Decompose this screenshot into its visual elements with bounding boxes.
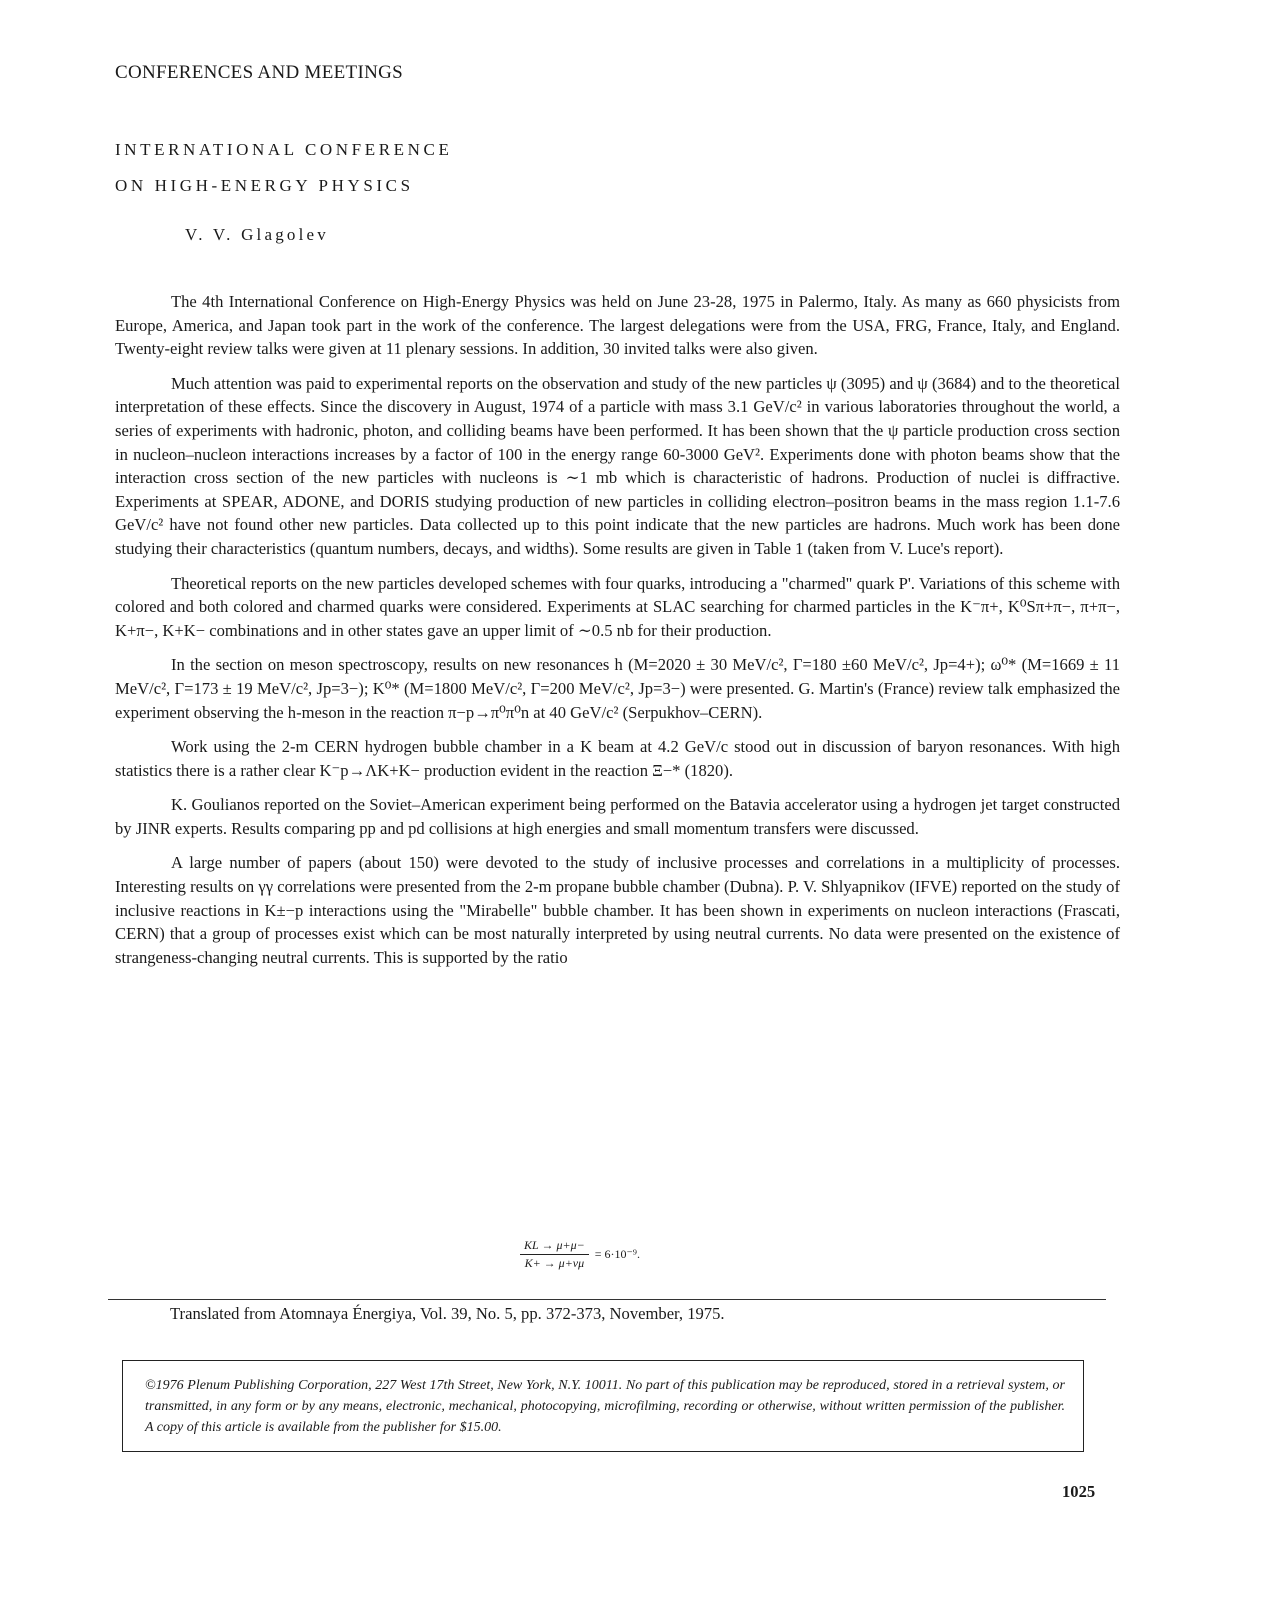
paragraph-1: The 4th International Conference on High-Energy Physics was held on June 23-28, 1975 in Palermo, Italy. As many as 660 physicists from Europe, America, and Japan took part in the work of the conference. The largest delegations were from the USA, FRG, France, Italy, and England. Twenty-eight review talks were given at 11 plenary sessions. In addition, 30 invited talks were also given. — [115, 292, 1120, 359]
article-author: V. V. Glagolev — [185, 225, 329, 244]
article-title-line-1: INTERNATIONAL CONFERENCE — [115, 140, 453, 159]
paragraph-6: K. Goulianos reported on the Soviet–American experiment being performed on the Batavia accelerator using a hydrogen jet target constructed by JINR experts. Results comparing pp and pd collisions at high energies and small momentum transfers were discussed. — [115, 795, 1120, 838]
paragraph-3: Theoretical reports on the new particles developed schemes with four quarks, introducing a "charmed" quark P'. Variations of this scheme with colored and both colored and charmed quarks were considered. Experiments at SLAC searching for charmed particles in the K⁻π+, K⁰Sπ+π−, π+π−, K+π−, K+K− combinations and in other states gave an upper limit of ∼0.5 nb for their production. — [115, 573, 1120, 640]
equation-result: = 6·10⁻⁹. — [594, 1247, 640, 1261]
copyright-box — [122, 1360, 1084, 1452]
section-heading: CONFERENCES AND MEETINGS — [115, 62, 403, 83]
footnote-divider — [108, 1299, 1106, 1300]
paragraph-2: Much attention was paid to experimental reports on the observation and study of the new particles ψ (3095) and ψ (3684) and to the theoretical interpretation of these effects. Since the discovery in August, 1974 of a particle with mass 3.1 GeV/c² in various laboratories throughout the world, a series of experiments with hadronic, photon, and colliding beams have been performed. It has been shown that the ψ particle production cross section in nucleon–nucleon interactions increases by a factor of 100 in the energy range 60-3000 GeV². Experiments done with photon beams show that the interaction cross section of the new particles with nucleons is ∼1 mb which is characteristic of hadrons. Production of nuclei is diffractive. Experiments at SPEAR, ADONE, and DORIS studying production of new particles in colliding electron–positron beams in the mass region 1.1-7.6 GeV/c² have not found other new particles. Data collected up to this point indicate that the new particles are hadrons. Much work has been done studying their characteristics (quantum numbers, decays, and widths). Some results are given in Table 1 (taken from V. Luce's report). — [115, 373, 1120, 558]
paragraph-4: In the section on meson spectroscopy, results on new resonances h (M=2020 ± 30 MeV/c², Γ=180 ±60 MeV/c², Jp=4+); ω⁰* (M=1669 ± 11 MeV/c², Γ=173 ± 19 MeV/c², Jp=3−); K⁰* (M=1800 MeV/c², Γ=200 MeV/c², Jp=3−) were presented. G. Martin's (France) review talk emphasized the experiment observing the h-meson in the reaction π−p→π⁰π⁰n at 40 GeV/c² (Serpukhov–CERN). — [115, 655, 1120, 722]
equation-denominator: K+ → μ+νμ — [524, 1256, 585, 1270]
translation-note: Translated from Atomnaya Énergiya, Vol. 39, No. 5, pp. 372-373, November, 1975. — [170, 1304, 725, 1323]
ratio-equation — [520, 1238, 640, 1271]
paragraph-5: Work using the 2-m CERN hydrogen bubble chamber in a K beam at 4.2 GeV/c stood out in discussion of baryon resonances. With high statistics there is a rather clear K⁻p→ΛK+K− production evident in the reaction Ξ−* (1820). — [115, 737, 1120, 780]
paragraph-7: A large number of papers (about 150) were devoted to the study of inclusive processes and correlations in a multiplicity of processes. Interesting results on γγ correlations were presented from the 2-m propane bubble chamber (Dubna). P. V. Shlyapnikov (IFVE) reported on the study of inclusive reactions in K±−p interactions using the "Mirabelle" bubble chamber. It has been shown in experiments on nucleon interactions (Frascati, CERN) that a group of processes exist which can be most naturally interpreted by using neutral currents. No data were presented on the existence of strangeness-changing neutral currents. This is supported by the ratio — [115, 853, 1120, 967]
page-number: 1025 — [1062, 1482, 1096, 1501]
equation-fraction — [520, 1238, 589, 1271]
equation-numerator: KL → μ+μ− — [520, 1238, 589, 1255]
copyright-text: ©1976 Plenum Publishing Corporation, 227 West 17th Street, New York, N.Y. 10011. No part of this publication may be reproduced, stored in a retrieval system, or transmitted, in any form or by any means, electronic, mechanical, photocopying, microfilming, recording or otherwise, without written permission of the publisher. A copy of this article is available from the publisher for $15.00. — [145, 1378, 1065, 1435]
article-body — [115, 290, 1120, 980]
article-title-line-2: ON HIGH-ENERGY PHYSICS — [115, 176, 414, 195]
